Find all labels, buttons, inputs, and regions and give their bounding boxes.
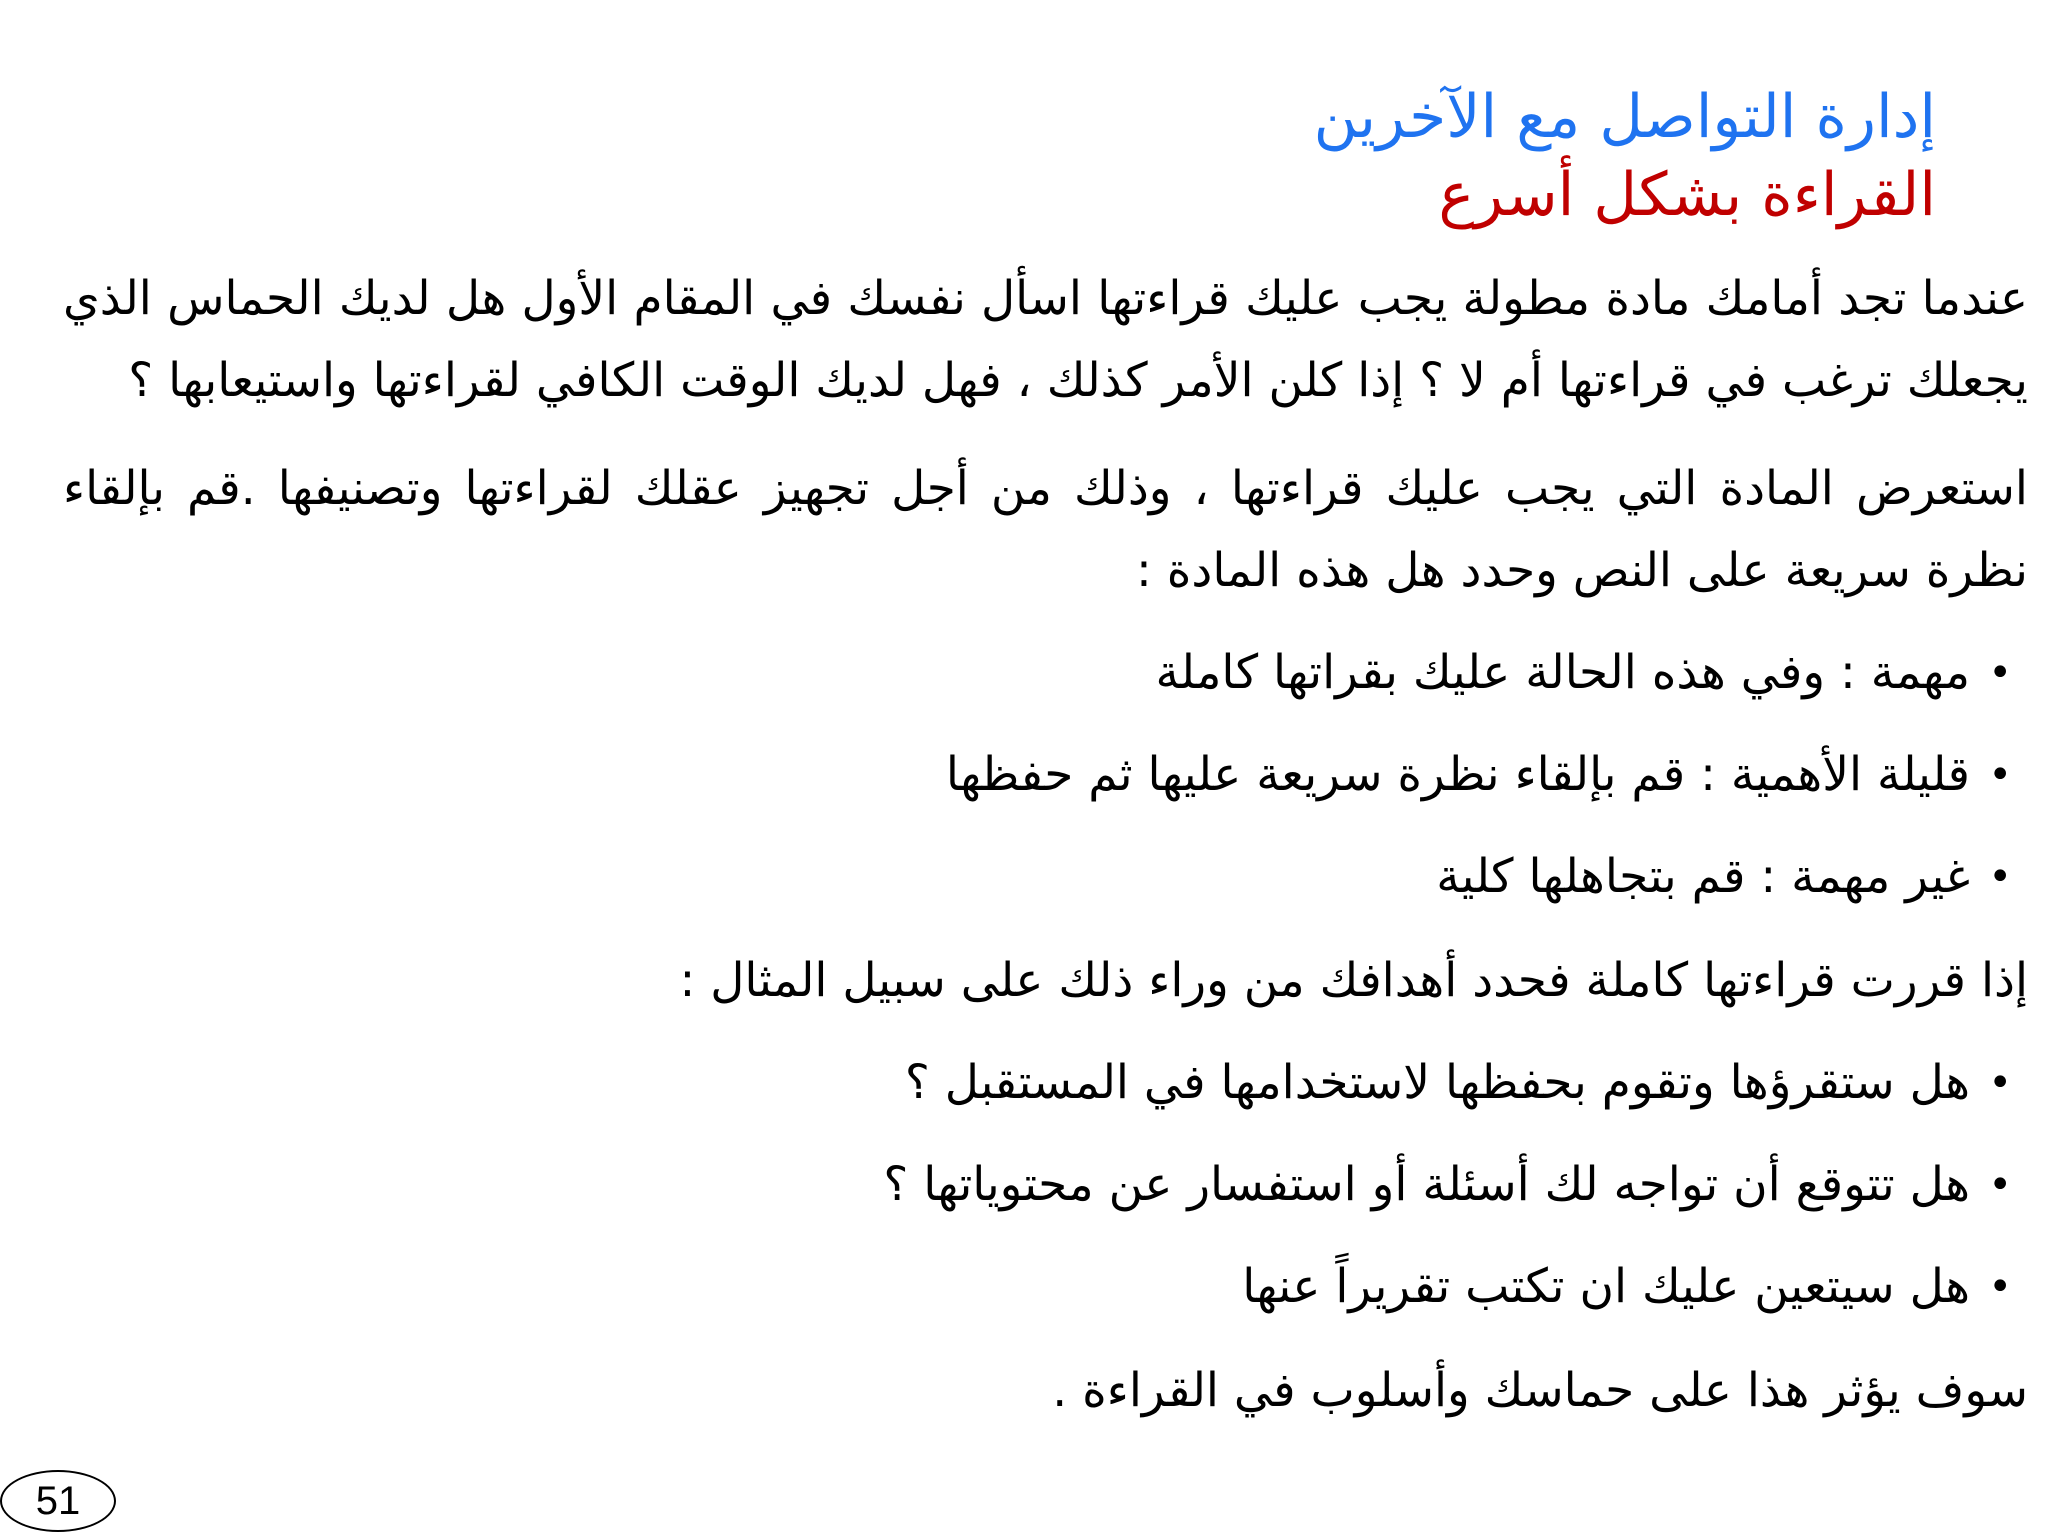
list-item-text: هل تتوقع أن تواجه لك أسئلة أو استفسار عن محتوياتها ؟ [883, 1157, 1970, 1212]
list-item-text: مهمة : وفي هذه الحالة عليك بقراتها كاملة [1155, 645, 1970, 700]
bullet-icon: • [1988, 1162, 2012, 1208]
bullet-icon: • [1988, 1060, 2012, 1106]
list-item-text: قليلة الأهمية : قم بإلقاء نظرة سريعة عليها ثم حفظها [945, 747, 1970, 802]
slide-subtitle: القراءة بشكل أسرع [1438, 160, 1936, 230]
bullet-icon: • [1988, 752, 2012, 798]
bullet-icon: • [1988, 650, 2012, 696]
bullet-icon: • [1988, 854, 2012, 900]
paragraph-intro: عندما تجد أمامك مادة مطولة يجب عليك قراءتها اسأل نفسك في المقام الأول هل لديك الحماس الذي يجعلك ترغب في قراءتها أم لا ؟ إذا كلن الأمر كذلك ، فهل لديك الوقت الكافي لقراءتها واستيعابها ؟ [63, 271, 2028, 408]
paragraph-closing: سوف يؤثر هذا على حماسك وأسلوب في القراءة . [1052, 1363, 2028, 1418]
list-item-goal [63, 1246, 2028, 1328]
list-item-goal [63, 1042, 2028, 1124]
paragraph-decide: إذا قررت قراءتها كاملة فحدد أهدافك من وراء ذلك على سبيل المثال : [679, 953, 2028, 1008]
list-item-material-type [63, 632, 2028, 714]
title-block [536, 78, 1936, 234]
paragraph-review: استعرض المادة التي يجب عليك قراءتها ، وذلك من أجل تجهيز عقلك لقراءتها وتصنيفها .قم بإلقاء نظرة سريعة على النص وحدد هل هذه المادة : [63, 461, 2028, 598]
list-item-goal [63, 1144, 2028, 1226]
list-item-material-type [63, 734, 2028, 816]
list-item-text: غير مهمة : قم بتجاهلها كلية [1436, 849, 1970, 904]
list-item-material-type [63, 836, 2028, 918]
bullet-icon: • [1988, 1264, 2012, 1310]
list-item-text: هل سيتعين عليك ان تكتب تقريراً عنها [1242, 1259, 1970, 1314]
page-number: 51 [0, 1470, 116, 1532]
slide-title: إدارة التواصل مع الآخرين [1313, 82, 1936, 152]
list-item-text: هل ستقرؤها وتقوم بحفظها لاستخدامها في المستقبل ؟ [904, 1055, 1970, 1110]
slide-content [63, 258, 2028, 1432]
